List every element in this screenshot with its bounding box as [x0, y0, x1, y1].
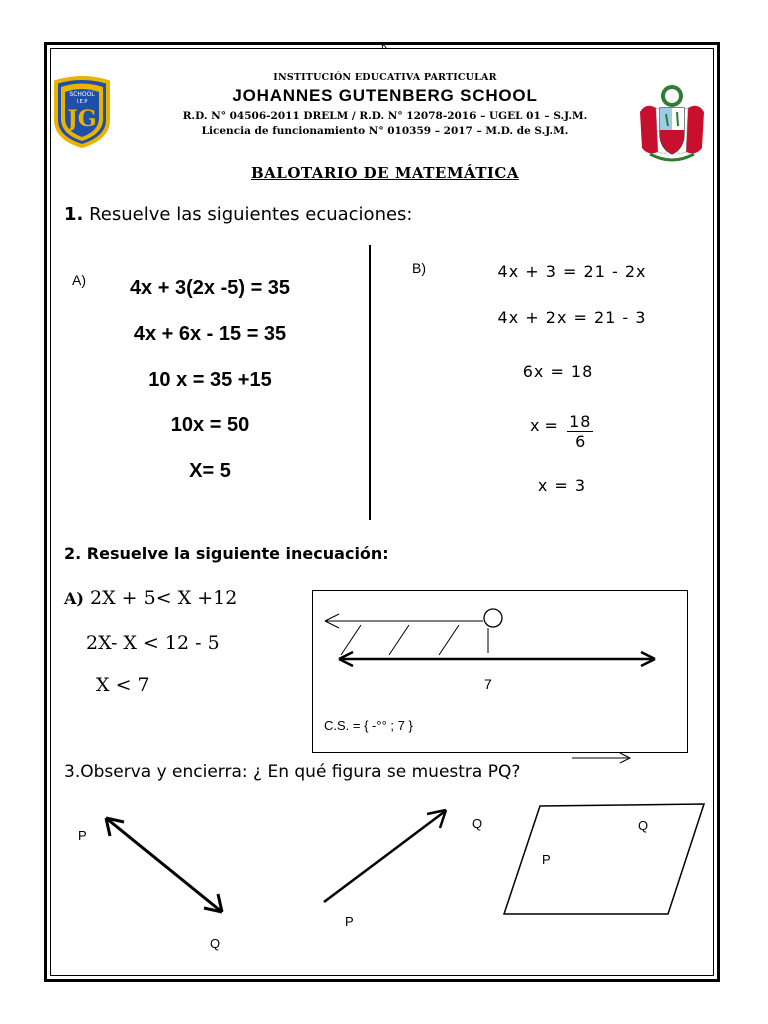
eq-a-step-2: 4x + 6x - 15 = 35 — [133, 323, 287, 345]
fraction-lhs: x = — [530, 416, 558, 435]
eq-b-step-3: 6x = 18 — [522, 362, 594, 381]
figure2-label-q: Q — [472, 816, 483, 831]
peru-coat-of-arms-icon — [636, 82, 708, 164]
institution-type: INSTITUCIÓN EDUCATIVA PARTICULAR — [273, 72, 497, 83]
question1-prompt — [64, 204, 413, 225]
solution-set: C.S. = { -°° ; 7 } — [324, 718, 413, 733]
figure1-label-p: P — [78, 828, 87, 843]
svg-text:SCHOOL: SCHOOL — [69, 91, 95, 98]
question2-prompt: 2. Resuelve la siguiente inecuación: — [64, 544, 389, 563]
fraction — [567, 412, 593, 451]
question1-text: Resuelve las siguientes ecuaciones: — [89, 204, 413, 225]
eq-b-step-1: 4x + 3 = 21 - 2x — [497, 262, 647, 281]
school-name: JOHANNES GUTENBERG SCHOOL — [232, 86, 538, 105]
ineq-step-2: 2X- X < 12 - 5 — [86, 632, 220, 654]
eq-b-step-2: 4x + 2x = 21 - 3 — [497, 308, 647, 327]
eq-b-fraction — [530, 412, 593, 451]
figure1-double-arrow — [96, 808, 236, 924]
ineq-step-1 — [64, 587, 237, 609]
school-logo — [52, 76, 112, 148]
svg-text:I.E.P: I.E.P — [76, 99, 88, 105]
fraction-denominator: 6 — [575, 432, 586, 451]
figure3-parallelogram — [500, 800, 710, 920]
eq-b-final: x = 3 — [537, 476, 587, 495]
question1-number: 1. — [64, 204, 84, 225]
top-mark: к — [381, 40, 388, 51]
eq-a-step-5: X= 5 — [189, 460, 231, 482]
number-line-label: 7 — [484, 676, 492, 692]
eq-a-step-1: 4x + 3(2x -5) = 35 — [129, 277, 291, 299]
figure2-label-p: P — [345, 914, 354, 929]
school-logo-icon — [52, 76, 112, 148]
figure2-ray-arrow — [318, 804, 458, 908]
ineq-part-label: A) — [64, 589, 84, 608]
ineq-step-3: X < 7 — [96, 674, 150, 696]
eq-a-step-3: 10 x = 35 +15 — [148, 369, 272, 391]
question3-prompt: 3.Observa y encierra: ¿ En qué figura se muestra PQ? — [64, 762, 521, 782]
figure1-label-q: Q — [210, 936, 221, 951]
figure3-label-p: P — [542, 852, 551, 867]
resolution-line: R.D. N° 04506-2011 DRELM / R.D. N° 12078-2016 – UGEL 01 – S.J.M. — [182, 110, 588, 122]
figure3-label-q: Q — [638, 818, 649, 833]
svg-text:JG: JG — [67, 106, 97, 132]
vector-arrow-icon — [570, 750, 634, 766]
part-a-label: A) — [72, 272, 86, 288]
ineq-step-1-text: 2X + 5< X +12 — [90, 587, 238, 609]
peru-crest — [636, 82, 708, 164]
page-title: BALOTARIO DE MATEMÁTICA — [250, 164, 520, 182]
eq-a-step-4: 10x = 50 — [170, 414, 250, 436]
fraction-numerator: 18 — [569, 412, 592, 431]
column-divider — [369, 245, 371, 520]
part-b-label: B) — [412, 260, 426, 276]
license-line: Licencia de funcionamiento N° 010359 – 2017 – M.D. de S.J.M. — [201, 125, 569, 137]
